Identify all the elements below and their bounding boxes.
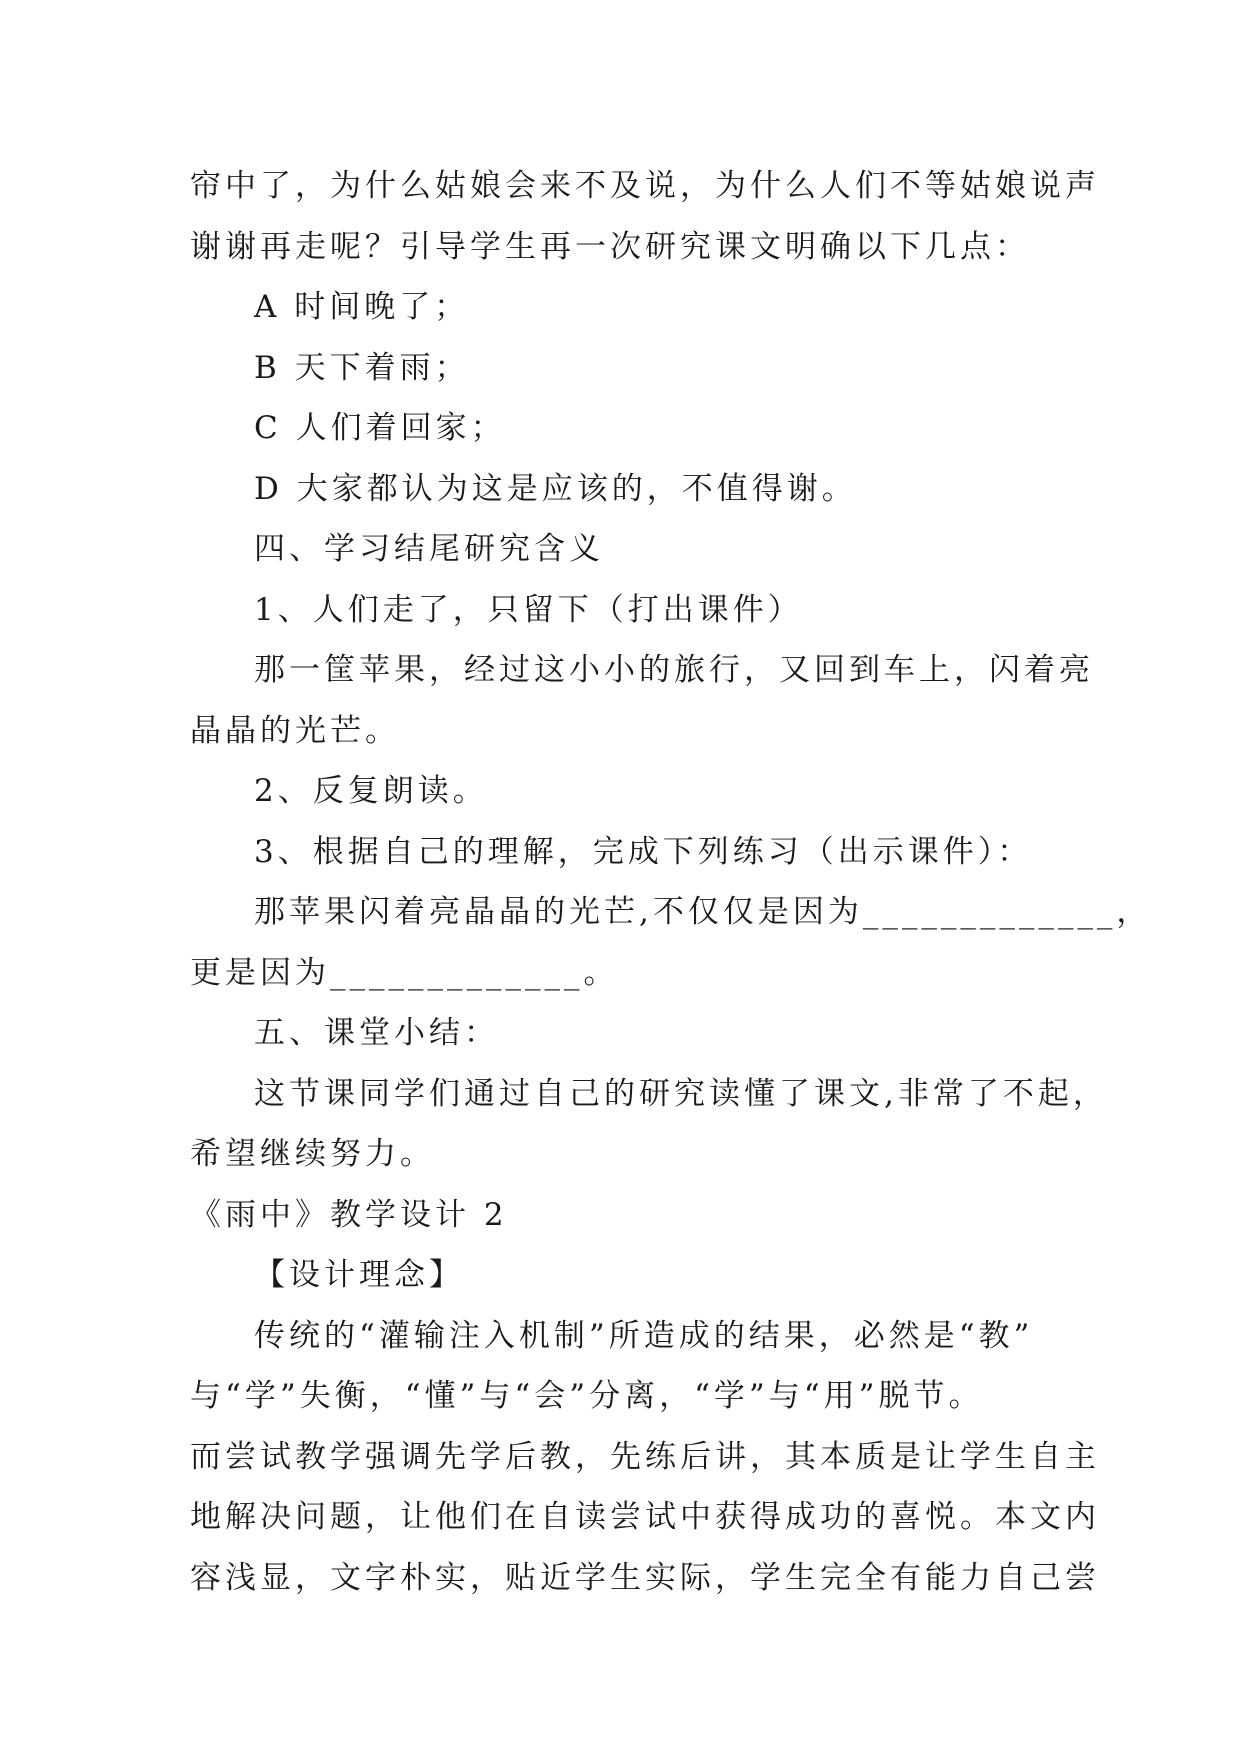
text-line: 与“学”失衡，“懂”与“会”分离，“学”与“用”脱节。: [190, 1378, 984, 1414]
list-item-b: B 天下着雨；: [254, 349, 470, 386]
list-item-d: D 大家都认为这是应该的，不值得谢。: [254, 470, 857, 507]
text-line: 晶晶的光芒。: [190, 712, 400, 749]
text-line: 而尝试教学强调先学后教，先练后讲，其本质是让学生自主: [190, 1438, 1100, 1475]
document-title-2: 《雨中》教学设计 2: [190, 1196, 508, 1233]
text-line: 容浅显，文字朴实，贴近学生实际，学生完全有能力自己尝: [190, 1559, 1100, 1596]
text-line: 地解决问题，让他们在自读尝试中获得成功的喜悦。本文内: [190, 1499, 1100, 1535]
text-line: 这节课同学们通过自己的研究读懂了课文,非常了不起，: [254, 1075, 1108, 1112]
document-page: [190, 156, 1152, 1608]
list-item-a: A 时间晚了；: [254, 289, 470, 325]
text-line: 谢谢再走呢？引导学生再一次研究课文明确以下几点：: [190, 228, 1030, 265]
exercise-line: 那苹果闪着亮晶晶的光芒,不仅仅是因为_____________，: [254, 894, 1152, 930]
text-line: 希望继续努力。: [190, 1136, 435, 1172]
text-line: 帘中了，为什么姑娘会来不及说，为什么人们不等姑娘说声: [190, 168, 1100, 204]
text-line: 1、人们走了，只留下（打出课件）: [254, 591, 803, 628]
text-line: 2、反复朗读。: [254, 773, 488, 809]
text-line: 3、根据自己的理解，完成下列练习（出示课件）：: [254, 833, 1033, 870]
text-line: 传统的“灌输注入机制”所造成的结果，必然是“教”: [254, 1317, 1034, 1354]
exercise-line: 更是因为_____________。: [190, 954, 619, 991]
design-concept-heading: 【设计理念】: [254, 1257, 464, 1293]
list-item-c: C 人们着回家；: [254, 410, 506, 446]
section-heading-4: 四、学习结尾研究含义: [254, 531, 604, 567]
section-heading-5: 五、课堂小结：: [254, 1015, 499, 1051]
text-line: 那一筐苹果，经过这小小的旅行，又回到车上，闪着亮: [254, 652, 1094, 688]
